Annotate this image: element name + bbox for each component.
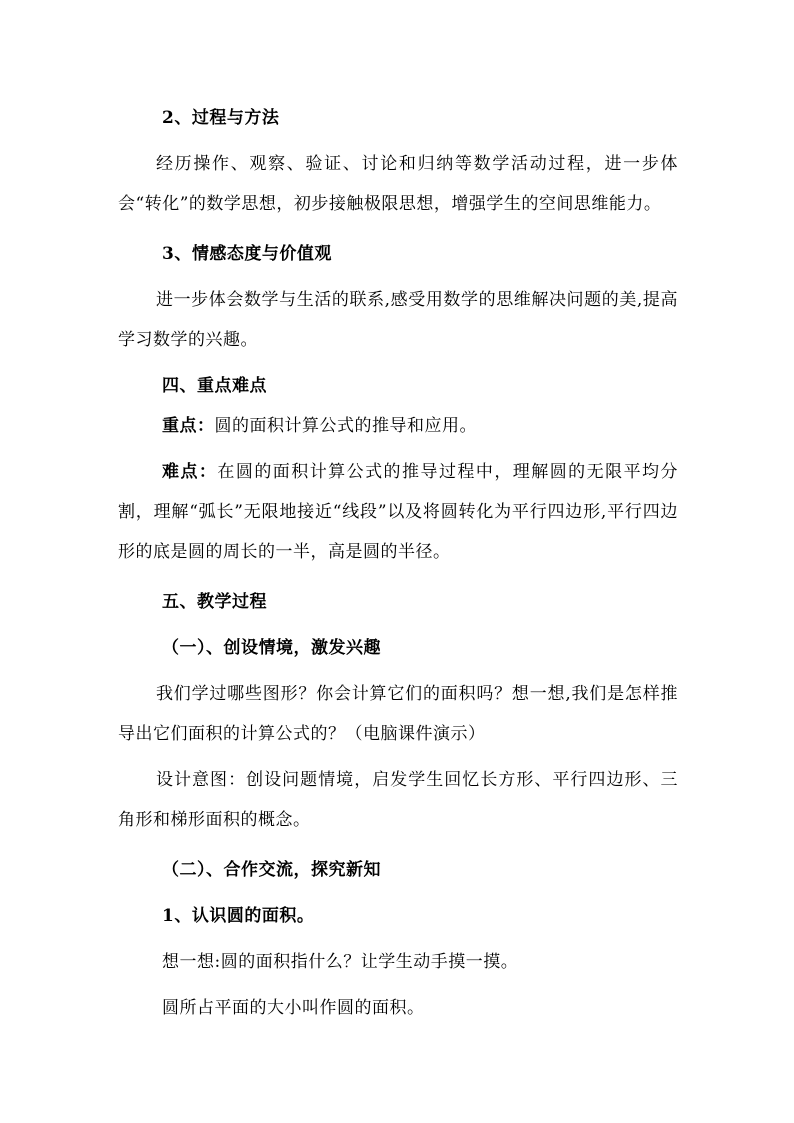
document-body [118,98,678,1028]
subsection-heading-cooperation-exploration: （二）、合作交流，探究新知 [162,860,381,880]
section-heading-teaching-process: 五、教学过程 [162,592,267,612]
item-heading-circle-area: 1、认识圆的面积。 [162,906,315,926]
paragraph-process-methods: 经历操作、观察、验证、讨论和归纳等数学活动过程，进一步体会“转化”的数学思想，初步接触极限思想，增强学生的空间思维能力。 [118,154,678,214]
key-point-label: 重点： [162,416,215,436]
paragraph-design-intent: 设计意图：创设问题情境，启发学生回忆长方形、平行四边形、三角形和梯形面积的概念。 [118,770,678,830]
section-heading-emotion-values: 3、情感态度与价值观 [162,244,332,264]
paragraph-think-question: 想一想:圆的面积指什么？让学生动手摸一摸。 [162,952,519,972]
key-point-text: 圆的面积计算公式的推导和应用。 [214,416,477,436]
paragraph-difficult-point [118,452,678,572]
paragraph-key-point [118,406,678,446]
paragraph-emotion-values: 进一步体会数学与生活的联系,感受用数学的思维解决问题的美,提高学习数学的兴趣。 [118,290,678,350]
section-heading-key-difficult-points: 四、重点难点 [162,376,267,396]
difficult-point-text: 在圆的面积计算公式的推导过程中，理解圆的无限平均分割，理解“弧长”无限地接近“线段”以及将圆转化为平行四边形,平行四边形的底是圆的周长的一半，高是圆的半径。 [118,462,679,562]
section-heading-process-methods: 2、过程与方法 [162,108,280,128]
difficult-point-label: 难点： [162,462,218,482]
paragraph-area-definition: 圆所占平面的大小叫作圆的面积。 [162,998,425,1018]
paragraph-create-situation: 我们学过哪些图形？你会计算它们的面积吗？想一想,我们是怎样推导出它们面积的计算公式的？（电脑课件演示） [118,684,678,744]
subsection-heading-create-situation: （一）、创设情境，激发兴趣 [162,638,381,658]
